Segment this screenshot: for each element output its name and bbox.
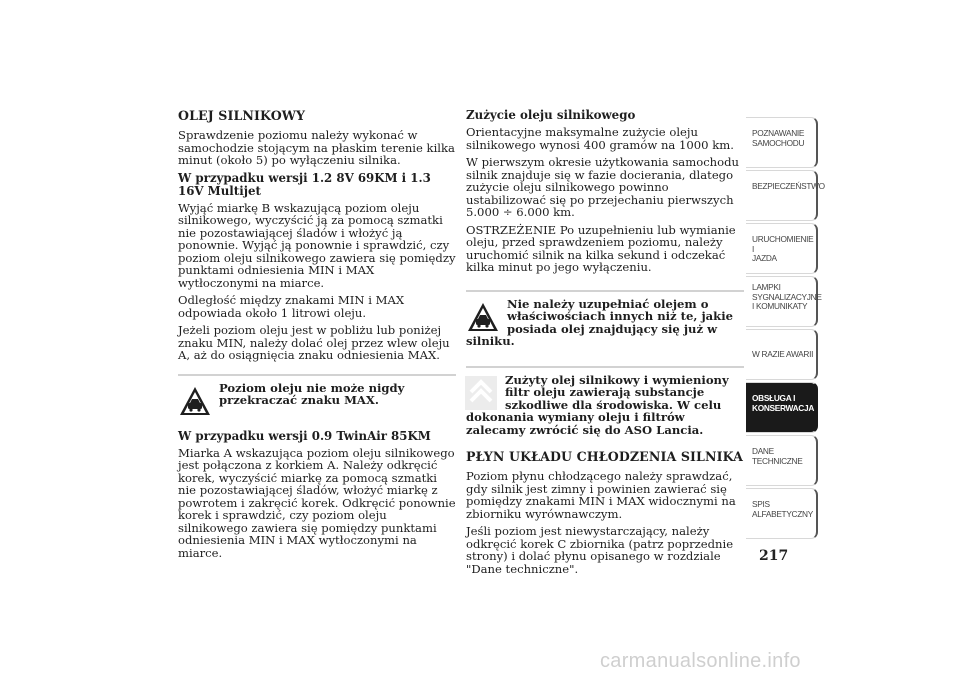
warning-note-oil-type <box>466 290 744 348</box>
tab-dane-techniczne[interactable]: DANE TECHNICZNE <box>746 435 818 486</box>
paragraph: Jeśli poziom jest niewystarczający, należy odkręcić korek C zbiornika (patrz poprzednie strony) i dolać płynu opisanego w rozdziale "Dane techniczne". <box>466 524 734 576</box>
section-title-engine-oil: OLEJ SILNIKOWY <box>178 108 306 123</box>
car-warning-icon <box>178 384 212 418</box>
tab-obsluga-i-konserwacja[interactable]: OBSŁUGA I KONSERWACJA <box>746 382 818 433</box>
recycle-icon <box>464 376 498 410</box>
paragraph: Odległość między znakami MIN i MAX odpowiada około 1 litrowi oleju. <box>178 293 405 320</box>
tab-poznawanie-samochodu[interactable]: POZNAWANIE SAMOCHODU <box>746 117 818 168</box>
environment-note <box>466 366 744 437</box>
environment-text: Zużyty olej silnikowy i wymieniony filtr oleju zawierają substancje szkodliwe dla środowiska. W celu dokonania wymiany oleju i filtrów zalecamy zwrócić się do ASO Lancia. <box>466 372 729 437</box>
chapter-tabs-sidebar <box>746 117 825 541</box>
subheading-version-2: W przypadku wersji 0.9 TwinAir 85KM <box>178 428 431 443</box>
subheading-version-1: W przypadku wersji 1.2 8V 69KM i 1.3 16V Multijet <box>178 170 431 198</box>
tab-spis-alfabetyczny[interactable]: SPIS ALFABETYCZNY <box>746 488 818 539</box>
watermark: carmanualsonline.info <box>600 650 801 672</box>
section-title-coolant: PŁYN UKŁADU CHŁODZENIA SILNIKA <box>466 449 743 464</box>
tab-w-razie-awarii[interactable]: W RAZIE AWARII <box>746 329 818 380</box>
paragraph: Poziom płynu chłodzącego należy sprawdzać, gdy silnik jest zimny i powinien zawierać się pomiędzy znakami MIN i MAX widocznymi na zbiorniku wyrównawczym. <box>466 469 736 521</box>
tab-lampki-sygnalizacyjne[interactable]: LAMPKI SYGNALIZACYJNE I KOMUNIKATY <box>746 276 818 327</box>
intro-paragraph: Sprawdzenie poziomu należy wykonać w samochodzie stojącym na płaskim terenie kilka minut (około 5) po wyłączeniu silnika. <box>178 128 455 167</box>
tab-uruchomienie-i-jazda[interactable]: URUCHOMIENIE I JAZDA <box>746 223 818 274</box>
paragraph: W pierwszym okresie użytkowania samochodu silnik znajduje się w fazie docierania, dlatego zużycie oleju silnikowego powinno ustabilizować się po przejechaniu pierwszych 5.000 ÷ 6.000 km. <box>466 155 740 219</box>
warning-text: Poziom oleju nie może nigdy przekraczać znaku MAX. <box>219 380 405 407</box>
paragraph: Jeżeli poziom oleju jest w pobliżu lub poniżej znaku MIN, należy dolać olej przez wlew oleju A, aż do osiągnięcia znaku odniesienia MAX. <box>178 323 450 362</box>
paragraph-warning-text: OSTRZEŻENIE Po uzupełnieniu lub wymianie oleju, przed sprawdzeniem poziomu, należy uruchomić silnik na kilka sekund i odczekać kilka minut po jego wyłączeniu. <box>466 222 736 274</box>
paragraph: Orientacyjne maksymalne zużycie oleju silnikowego wynosi 400 gramów na 1000 km. <box>466 125 734 152</box>
warning-text: Nie należy uzupełniać olejem o właściwościach innych niż te, jakie posiada olej znajdujący się już w silniku. <box>466 296 733 348</box>
page-number: 217 <box>759 548 789 564</box>
paragraph: Miarka A wskazująca poziom oleju silnikowego jest połączona z korkiem A. Należy odkręcić korek, wyczyścić miarkę za pomocą szmatki nie pozostawiającej śladów, włożyć miarkę z powrotem i zakręcić korek. Odkręcić ponownie korek i sprawdzić, czy poziom oleju silnikowego zawiera się pomiędzy punktami odniesienia MIN i MAX wytłoczonymi na miarce. <box>178 445 456 560</box>
subheading-oil-consumption: Zużycie oleju silnikowego <box>466 108 636 122</box>
paragraph: Wyjąć miarkę B wskazującą poziom oleju silnikowego, wyczyścić ją za pomocą szmatki nie pozostawiającej śladów i włożyć ją ponownie. Wyjąć ją ponownie i sprawdzić, czy poziom oleju silnikowego zawiera się pomiędzy punktami odniesienia MIN i MAX wytłoczonymi na miarce. <box>178 200 456 290</box>
right-column <box>466 109 744 580</box>
car-warning-icon <box>466 300 500 334</box>
warning-note-max-level <box>178 374 456 418</box>
left-column <box>178 109 456 564</box>
tab-bezpieczenstwo[interactable]: BEZPIECZEŃSTWO <box>746 170 818 221</box>
